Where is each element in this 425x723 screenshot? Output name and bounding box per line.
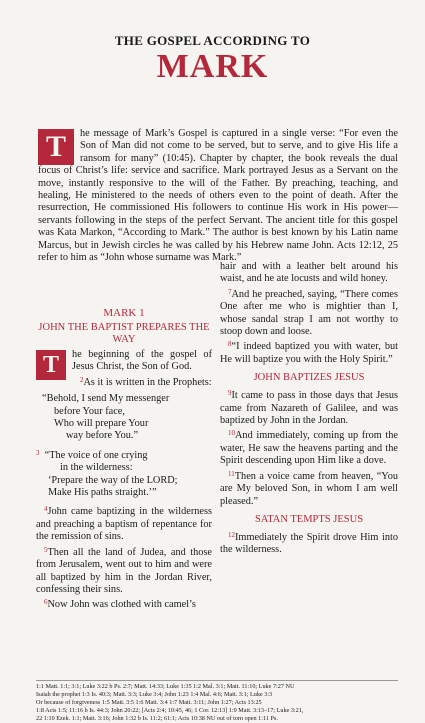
verse-10 xyxy=(220,427,398,467)
intro-text: he message of Mark’s Gospel is captured in a single verse: “For even the Son of Man did not come to be served, but to serve, and to give His life a ransom for many” (10:45). Chapter by chapter, the book reveals the dual focus of Christ’s life: service and sacrifice. Mark portrayed Jesus as a Servant on the move, instantly responsive to the will of the Father. By preaching, teaching, and healing, He ministered to the needs of others even to the point of death. After the resurrection, He commissioned His followers to continue His work in His power—servants following in the steps of the perfect Servant. The ancient title for this gospel was Kata Markon, “According to Mark.” The author is best known by his Latin name Marcus, but in Jewish circles he was called by his Hebrew name John. Acts 12:12, 25 refer to him as “John whose surname was Mark.” xyxy=(38,128,398,264)
verse-8 xyxy=(220,338,398,366)
intro-paragraph xyxy=(38,128,398,264)
verse-6 xyxy=(36,596,212,611)
book-title: MARK xyxy=(156,48,269,85)
verse-number: 4 xyxy=(44,505,48,514)
verse-number: 8 xyxy=(228,340,232,349)
poem-line: Make His paths straight.’” xyxy=(48,487,157,499)
footnote-line: Or because of forgiveness 1:5 Matt. 3:5 1:6 Matt. 3:4 1:7 Matt. 3:11; John 1:27; Acts 13:25 xyxy=(36,699,262,706)
chapter-heading: MARK 1 xyxy=(103,307,145,319)
verse-4-text: John came baptizing in the wilderness and preaching a baptism of repentance for the remission of sins. xyxy=(36,506,212,543)
pre-title: THE GOSPEL ACCORDING TO xyxy=(114,33,311,48)
footnote-divider xyxy=(36,680,398,681)
footnote-line: 1:8 Acts 1:5; 11:16 b Is. 44:3; John 20:22; [Acts 2:4; 10:45, 46; 1 Cor. 12:13] 1:9 Matt. 3:13–17; Luke 3:21, xyxy=(36,707,304,714)
verse-12-text: Immediately the Spirit drove Him into the wilderness. xyxy=(220,531,398,556)
verse-7 xyxy=(220,286,398,339)
verse-7-text: And he preached, saying, “There comes One after me who is mightier than I, whose sandal strap I am not worthy to stoop down and loose. xyxy=(220,288,398,338)
chapter-dropcap: T xyxy=(36,350,66,380)
verse-9-text: It came to pass in those days that Jesus came from Nazareth of Galilee, and was baptized by John in the Jordan. xyxy=(220,390,398,427)
verse-number: 7 xyxy=(228,287,232,296)
verse-6-text: Now John was clothed with camel’s xyxy=(47,599,196,611)
verse-1 xyxy=(36,349,212,378)
intro-dropcap: T xyxy=(38,129,74,165)
verse-11 xyxy=(220,468,398,508)
footnote-line: 22 1:10 Ezek. 1:1; Matt. 3:16; John 1:32 b Is. 11:2; 61:1; Acts 10:38 NU out of torn open 1:11 Ps. xyxy=(36,715,278,722)
verse-8-text: “I indeed baptized you with water, but He will baptize you with the Holy Spirit.” xyxy=(220,341,398,365)
right-column xyxy=(220,261,398,557)
verse-number: 10 xyxy=(228,429,235,438)
section-heading-1: JOHN THE BAPTIST PREPARES THE WAY xyxy=(38,322,210,345)
verse-4 xyxy=(36,503,212,543)
verse-number: 6 xyxy=(44,598,48,607)
verse-10-text: And immediately, coming up from the water, He saw the heavens parting and the Spirit descending upon Him like a dove. xyxy=(220,430,398,467)
left-column xyxy=(36,307,212,612)
poem-line: before Your face, xyxy=(54,405,125,417)
verse-2-text: As it is written in the Prophets: xyxy=(83,376,212,388)
verse-number: 12 xyxy=(228,530,235,539)
section-heading-2: JOHN BAPTIZES JESUS xyxy=(253,372,365,384)
verse-11-text: Then a voice came from heaven, “You are My beloved Son, in whom I am well pleased.” xyxy=(220,470,398,507)
section-heading-3: SATAN TEMPTS JESUS xyxy=(254,513,364,525)
verse-number: 2 xyxy=(80,375,84,384)
verse-12 xyxy=(220,529,398,557)
verse-number: 11 xyxy=(228,469,235,478)
quotation-poem-2 xyxy=(36,447,212,500)
verse-6-continued: hair and with a leather belt around his waist, and he ate locusts and wild honey. xyxy=(220,261,398,285)
poem-line: “Behold, I send My messenger xyxy=(42,393,170,405)
poem-line: in the wilderness: xyxy=(60,462,133,474)
poem-line: way before You.” xyxy=(66,430,139,442)
verse-number: 3 xyxy=(36,448,40,457)
footnote-line: Isaiah the prophet 1:3 Is. 40:3; Matt. 3:3; Luke 3:4; John 1:23 1:4 Mal. 4:6; Matt. 3:1; Luke 3:3 xyxy=(36,691,273,698)
verse-number: 9 xyxy=(228,389,232,398)
poem-line: Who will prepare Your xyxy=(54,418,149,430)
footnotes xyxy=(36,683,396,723)
footnote-line: 1:1 Matt. 1:1; 3:1; Luke 3:22 b Ps. 2:7; Matt. 14:33; Luke 1:35 1:2 Mal. 3:1; Matt. 11:10; Luke 7:27 NU xyxy=(36,683,295,690)
quotation-poem-1 xyxy=(42,393,212,443)
verse-9 xyxy=(220,387,398,427)
poem-line: ‘Prepare the way of the LORD; xyxy=(48,474,178,486)
poem-line: “The voice of one crying xyxy=(44,449,148,461)
verse-1-text: he beginning of the gospel of Jesus Christ, the Son of God. xyxy=(72,349,212,373)
verse-5 xyxy=(36,544,212,597)
verse-number: 5 xyxy=(44,545,48,554)
verse-5-text: Then all the land of Judea, and those from Jerusalem, went out to him and were all baptized by him in the Jordan River, confessing their sins. xyxy=(36,546,212,595)
